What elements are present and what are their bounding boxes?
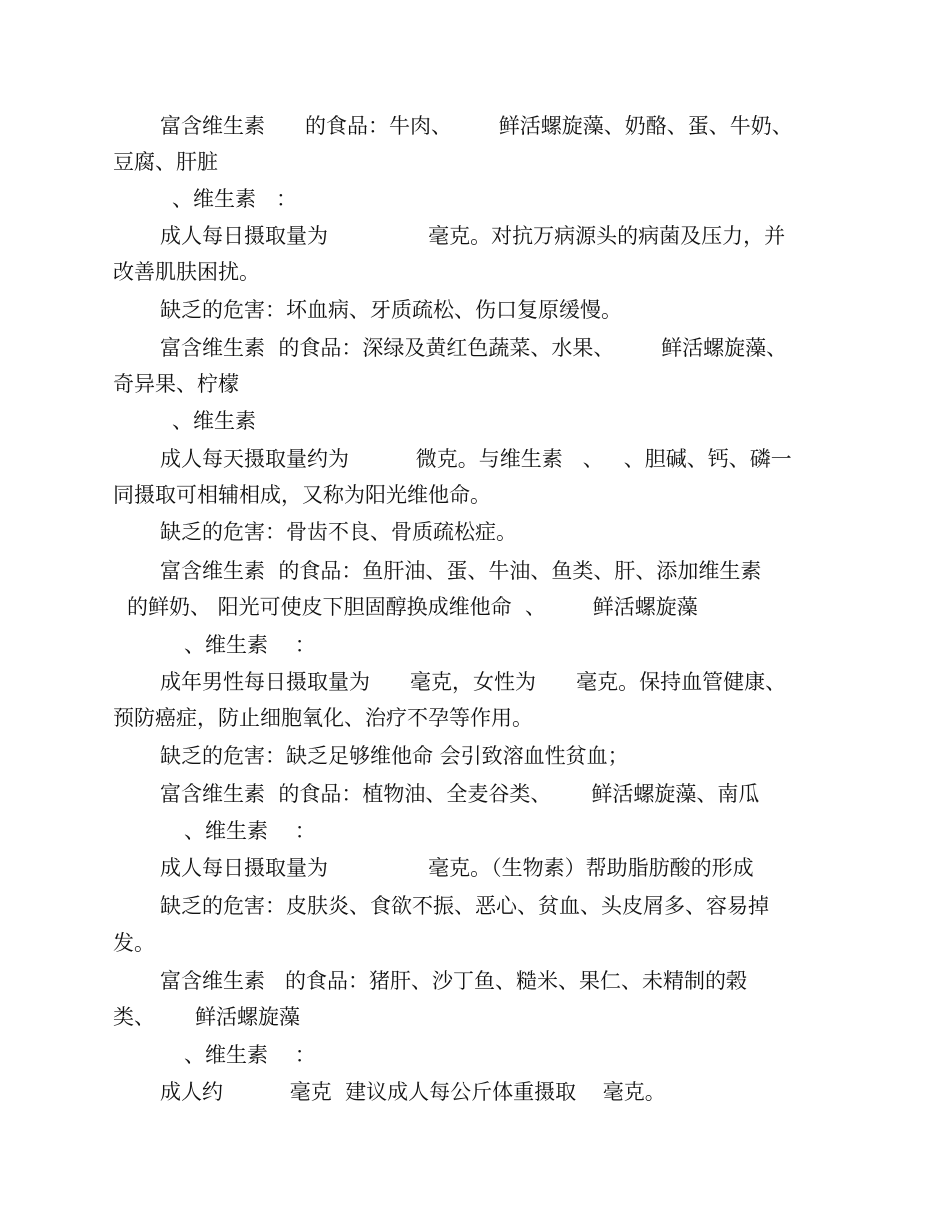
text-line-7: 富含维生素 的食品：深绿及黄红色蔬菜、水果、 鲜活螺旋藻、	[160, 336, 788, 360]
text-line-10: 成人每天摄取量约为 微克。与维生素 、 、胆碱、钙、磷一	[160, 447, 792, 471]
text-line-3: 、维生素 ：	[172, 187, 298, 211]
text-line-8: 奇异果、柠檬	[113, 372, 239, 396]
text-line-14: 的鲜奶、 阳光可使皮下胆固醇换成维他命 、 鲜活螺旋藻	[127, 595, 698, 619]
text-line-13: 富含维生素 的食品：鱼肝油、蛋、牛油、鱼类、肝、添加维生素	[160, 559, 762, 583]
text-line-15: 、维生素 ：	[184, 633, 316, 657]
text-line-11: 同摄取可相辅相成，又称为阳光维他命。	[113, 483, 491, 507]
text-line-6: 缺乏的危害：坏血病、牙质疏松、伤口复原缓慢。	[160, 298, 622, 322]
text-line-22: 缺乏的危害：皮肤炎、食欲不振、恶心、贫血、头皮屑多、容易掉	[160, 894, 769, 918]
text-line-19: 富含维生素 的食品：植物油、全麦谷类、 鲜活螺旋藻、南瓜	[160, 782, 760, 806]
text-line-17: 预防癌症，防止细胞氧化、治疗不孕等作用。	[113, 706, 533, 730]
text-line-12: 缺乏的危害：骨齿不良、骨质疏松症。	[160, 520, 517, 544]
text-line-21: 成人每日摄取量为 毫克。（生物素）帮助脂肪酸的形成	[160, 856, 754, 880]
text-line-23: 发。	[113, 931, 155, 955]
text-line-4: 成人每日摄取量为 毫克。对抗万病源头的病菌及压力，并	[160, 224, 786, 248]
text-line-1: 富含维生素 的食品：牛肉、 鲜活螺旋藻、奶酪、蛋、牛奶、	[160, 114, 793, 138]
text-line-25: 类、 鲜活螺旋藻	[113, 1005, 301, 1029]
text-line-27: 成人约 毫克 建议成人每公斤体重摄取 毫克。	[160, 1080, 666, 1104]
text-line-2: 豆腐、肝脏	[113, 150, 218, 174]
text-line-9: 、维生素	[172, 409, 256, 433]
text-line-24: 富含维生素 的食品：猪肝、沙丁鱼、糙米、果仁、未精制的榖	[160, 969, 748, 993]
text-line-26: 、维生素 ：	[184, 1043, 316, 1067]
text-line-16: 成年男性每日摄取量为 毫克，女性为 毫克。保持血管健康、	[160, 670, 787, 694]
text-line-20: 、维生素 ：	[184, 819, 316, 843]
text-line-5: 改善肌肤困扰。	[113, 260, 260, 284]
text-line-18: 缺乏的危害：缺乏足够维他命 会引致溶血性贫血；	[160, 744, 629, 768]
